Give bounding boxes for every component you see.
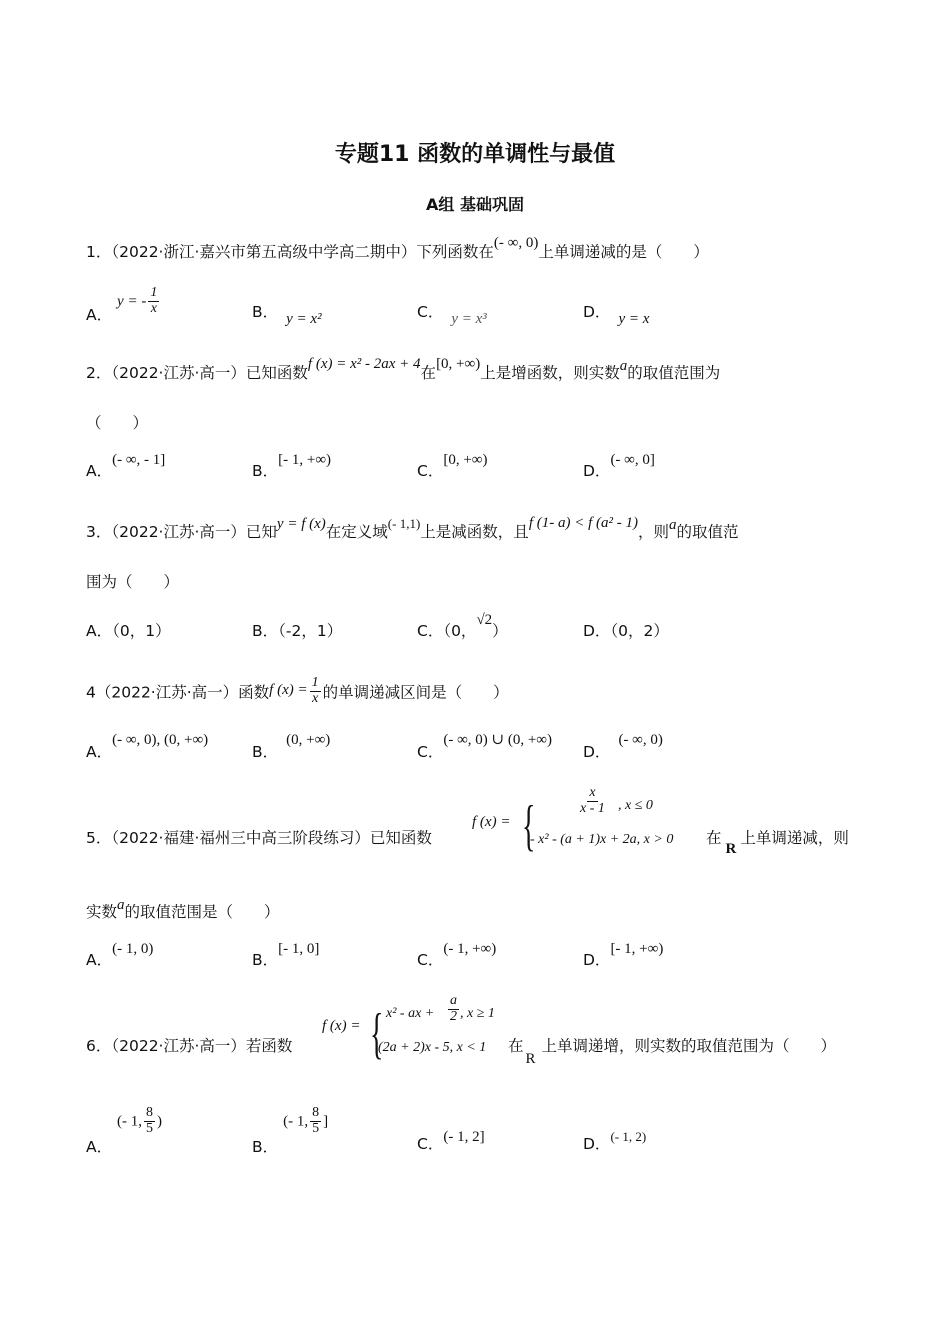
q1-option-b[interactable]: B． y = x² — [252, 303, 322, 327]
interval-math: (- ∞, 0) — [493, 235, 539, 251]
q2-option-a[interactable]: A．(- ∞, - 1] — [86, 452, 166, 480]
question-2-paren: （ ） — [86, 414, 149, 432]
question-3-stem: 3．（2022·江苏·高一）已知y = f (x)在定义域$^{(- 1,1)}$上是减函数，且f (1- a) < f (a² - 1)，则a的取值范 — [86, 515, 739, 541]
page-title: 专题11 函数的单调性与最值 — [334, 142, 616, 167]
q6-option-b[interactable]: B． (- 1, $\frac{8}{5}$ ] — [252, 1105, 329, 1156]
q5-option-c[interactable]: C．(- 1, +∞) — [417, 941, 497, 969]
fraction: $\frac{a}{2}$ — [450, 993, 457, 1024]
question-6-stem-start: 6．（2022·江苏·高一）若函数 — [86, 1037, 293, 1055]
q2-option-c[interactable]: C．[0, +∞) — [417, 452, 488, 480]
q2-option-b[interactable]: B．[- 1, +∞) — [252, 452, 332, 480]
question-5-line2: 实数a的取值范围是（ ） — [86, 897, 280, 921]
question-6-stem-end: 在R上单调递增，则实数的取值范围为（ ） — [508, 1037, 837, 1067]
q3-option-d[interactable]: D．（0，2） — [583, 622, 669, 640]
question-1-stem: 1．（2022·浙江·嘉兴市第五高级中学高二期中）下列函数在(- ∞, 0)上单调递减的是（ ） — [86, 235, 709, 261]
q3-option-b[interactable]: B．（-2，1） — [252, 622, 343, 640]
fraction: $\frac{x}{x - 1}$ — [580, 785, 605, 816]
q1-option-d[interactable]: D． y = x — [583, 303, 650, 327]
section-heading: A组 基础巩固 — [426, 195, 524, 214]
fraction: $\frac{8}{5}$ — [312, 1105, 320, 1136]
fraction: $\frac{1}{x}$ — [150, 285, 158, 316]
q6-option-a[interactable]: A． (- 1, $\frac{8}{5}$ ) — [86, 1105, 163, 1156]
q5-option-a[interactable]: A．(- 1, 0) — [86, 941, 154, 969]
q5-option-b[interactable]: B．[- 1, 0] — [252, 941, 320, 969]
fraction: $\frac{1}{x}$ — [311, 675, 319, 706]
fraction: $\frac{8}{5}$ — [146, 1105, 154, 1136]
q1-option-c[interactable]: C． y = x³ — [417, 303, 487, 327]
q4-option-d[interactable]: D．(- ∞, 0) — [583, 732, 663, 761]
q4-option-c[interactable]: C．(- ∞, 0) ∪ (0, +∞) — [417, 732, 552, 761]
q2-option-d[interactable]: D．(- ∞, 0] — [583, 452, 655, 480]
q3-option-c[interactable]: C．（0，√2） — [417, 612, 508, 640]
q5-option-d[interactable]: D．[- 1, +∞) — [583, 941, 664, 969]
q6-option-d[interactable]: D．$^{(- 1, 2)}$ — [583, 1129, 647, 1153]
question-5-stem-end: 在R上单调递减，则 — [706, 829, 849, 857]
q6-option-c[interactable]: C．(- 1, 2] — [417, 1129, 485, 1153]
question-4-stem: 4（2022·江苏·高一）函数f (x) = $\frac{1}{x}$ 的单调递减区间是（ ） — [86, 675, 509, 706]
question-5-stem-start: 5．（2022·福建·福州三中高三阶段练习）已知函数 — [86, 829, 432, 847]
question-3-line2: 围为（ ） — [86, 573, 180, 591]
q4-option-b[interactable]: B．(0, +∞) — [252, 732, 331, 761]
question-2-stem: 2．（2022·江苏·高一）已知函数f (x) = x² - 2ax + 4在[0, +∞)上是增函数，则实数a的取值范围为 — [86, 356, 721, 382]
q1-option-a[interactable]: A． y = - $\frac{1}{x}$ — [86, 285, 158, 324]
q3-option-a[interactable]: A．（0，1） — [86, 622, 171, 640]
q4-option-a[interactable]: A．(- ∞, 0), (0, +∞) — [86, 732, 209, 761]
